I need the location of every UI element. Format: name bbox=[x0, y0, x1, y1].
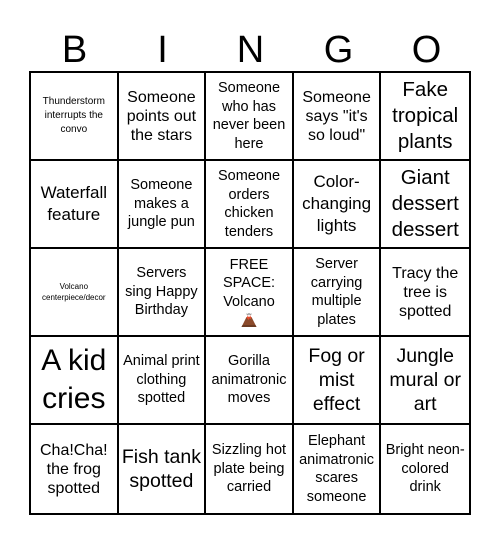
cell-label: Sizzling hot plate being carried bbox=[211, 442, 287, 496]
cell-label: Fish tank spotted bbox=[121, 446, 201, 492]
bingo-cell-r5c2[interactable] bbox=[119, 425, 207, 513]
bingo-cell-r2c2[interactable] bbox=[119, 161, 207, 249]
cell-label: Giant dessert dessert bbox=[391, 166, 459, 241]
bingo-cell-r1c5[interactable] bbox=[381, 73, 469, 161]
cell-label: Someone who has never been here bbox=[212, 80, 286, 152]
header-letter-n: N bbox=[236, 29, 266, 71]
cell-label: A kid cries bbox=[41, 344, 107, 415]
bingo-cell-r2c3[interactable] bbox=[206, 161, 294, 249]
cell-label: Someone orders chicken tenders bbox=[217, 168, 281, 240]
bingo-cell-r4c2[interactable] bbox=[119, 337, 207, 425]
cell-label: Someone points out the stars bbox=[126, 88, 197, 144]
cell-label: Gorilla animatronic moves bbox=[211, 353, 287, 407]
cell-label: Someone says "it's so loud" bbox=[302, 88, 371, 144]
cell-label: Thunderstorm interrupts the convo bbox=[42, 96, 105, 135]
cell-label: Fog or mist effect bbox=[308, 345, 365, 415]
cell-label: Color-changing lights bbox=[302, 172, 372, 235]
cell-label: Elephant animatronic scares someone bbox=[299, 433, 375, 505]
bingo-cell-r5c3[interactable] bbox=[206, 425, 294, 513]
cell-label: Server carrying multiple plates bbox=[310, 256, 363, 328]
cell-label: Servers sing Happy Birthday bbox=[125, 265, 198, 319]
cell-label: Volcano centerpiece/decor bbox=[42, 282, 106, 302]
bingo-card bbox=[29, 71, 471, 515]
bingo-cell-r3c3-free-space[interactable] bbox=[206, 249, 294, 337]
bingo-cell-r1c2[interactable] bbox=[119, 73, 207, 161]
bingo-cell-r2c1[interactable] bbox=[31, 161, 119, 249]
bingo-cell-r4c3[interactable] bbox=[206, 337, 294, 425]
cell-label: Bright neon-colored drink bbox=[385, 442, 465, 496]
bingo-cell-r5c1[interactable] bbox=[31, 425, 119, 513]
cell-label: Tracy the tree is spotted bbox=[392, 264, 459, 320]
bingo-cell-r5c4[interactable] bbox=[294, 425, 382, 513]
volcano-icon bbox=[240, 312, 258, 328]
bingo-cell-r4c5[interactable] bbox=[381, 337, 469, 425]
header-letter-i: I bbox=[157, 29, 169, 71]
bingo-cell-r3c4[interactable] bbox=[294, 249, 382, 337]
header-letter-g: G bbox=[323, 29, 355, 71]
bingo-cell-r3c2[interactable] bbox=[119, 249, 207, 337]
bingo-cell-r1c3[interactable] bbox=[206, 73, 294, 161]
bingo-cell-r4c4[interactable] bbox=[294, 337, 382, 425]
header-letter-o: O bbox=[411, 29, 443, 71]
bingo-cell-r5c5[interactable] bbox=[381, 425, 469, 513]
cell-label: Fake tropical plants bbox=[392, 78, 459, 153]
cell-label: FREE SPACE: Volcano bbox=[222, 256, 276, 310]
bingo-cell-r1c1[interactable] bbox=[31, 73, 119, 161]
bingo-cell-r3c1[interactable] bbox=[31, 249, 119, 337]
bingo-header bbox=[31, 28, 471, 72]
bingo-cell-r3c5[interactable] bbox=[381, 249, 469, 337]
cell-label: Someone makes a jungle pun bbox=[127, 177, 195, 231]
bingo-cell-r2c4[interactable] bbox=[294, 161, 382, 249]
bingo-cell-r2c5[interactable] bbox=[381, 161, 469, 249]
cell-label: Animal print clothing spotted bbox=[123, 353, 200, 407]
cell-label: Jungle mural or art bbox=[389, 345, 461, 415]
header-letter-b: B bbox=[61, 29, 89, 71]
cell-label: Waterfall feature bbox=[40, 183, 108, 224]
cell-label: Cha!Cha! the frog spotted bbox=[40, 441, 108, 497]
bingo-cell-r1c4[interactable] bbox=[294, 73, 382, 161]
bingo-cell-r4c1[interactable] bbox=[31, 337, 119, 425]
